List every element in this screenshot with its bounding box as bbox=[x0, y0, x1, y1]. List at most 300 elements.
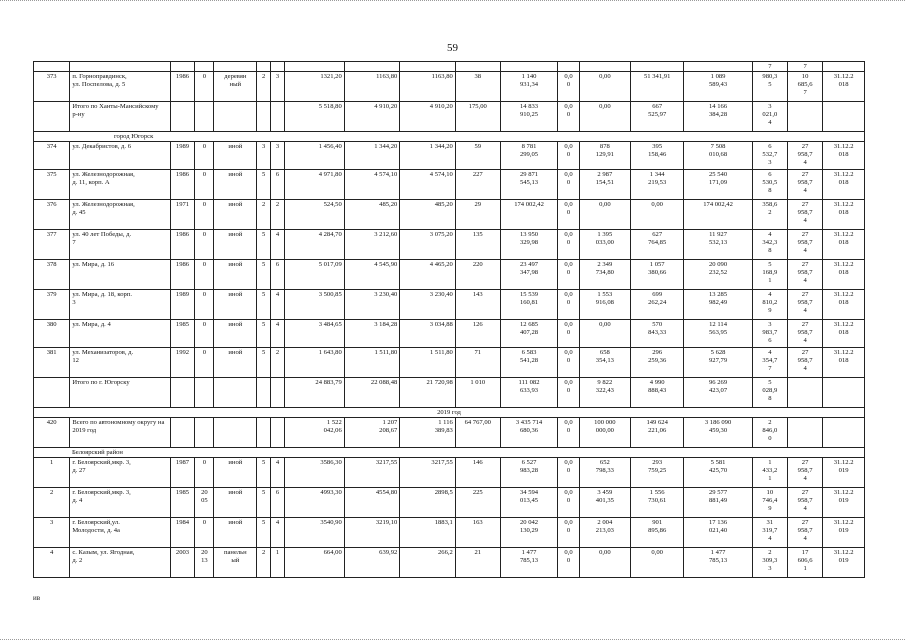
table-cell: 27 958,7 4 bbox=[787, 290, 822, 320]
table-cell: 7 508 010,68 bbox=[684, 142, 752, 170]
table-cell: 4 bbox=[271, 458, 285, 488]
table-cell bbox=[257, 378, 271, 408]
table-cell: иной bbox=[214, 348, 257, 378]
table-cell: 163 bbox=[455, 518, 500, 548]
table-cell: 0,0 0 bbox=[558, 488, 579, 518]
table-cell: 652 798,33 bbox=[579, 458, 630, 488]
table-cell: ул. Декабристов, д. 6 bbox=[70, 142, 170, 170]
table-cell: 2 349 734,80 bbox=[579, 260, 630, 290]
table-cell bbox=[214, 418, 257, 448]
table-row bbox=[34, 548, 865, 578]
table-cell: 27 958,7 4 bbox=[787, 230, 822, 260]
table-cell: 4 910,20 bbox=[344, 102, 400, 132]
table-cell: Итого по г. Югорску bbox=[70, 378, 170, 408]
table-cell: 12 685 407,28 bbox=[500, 320, 558, 348]
table-cell: 0,0 0 bbox=[558, 548, 579, 578]
table-cell: 1986 bbox=[170, 170, 195, 200]
table-cell bbox=[257, 62, 271, 72]
table-cell: 5 bbox=[257, 230, 271, 260]
table-cell: 174 002,42 bbox=[500, 200, 558, 230]
table-row bbox=[34, 378, 865, 408]
table-cell: 4 465,20 bbox=[400, 260, 456, 290]
table-cell bbox=[257, 102, 271, 132]
table-cell: 27 958,7 4 bbox=[787, 170, 822, 200]
table-cell: 3 484,65 bbox=[284, 320, 344, 348]
table-cell: 0,00 bbox=[579, 320, 630, 348]
table-cell bbox=[400, 62, 456, 72]
table-cell: 3540,90 bbox=[284, 518, 344, 548]
table-cell: 1 057 380,66 bbox=[630, 260, 683, 290]
table-cell: ул. Железнодорожная, д. 11, корп. А bbox=[70, 170, 170, 200]
table-cell: 27 958,7 4 bbox=[787, 200, 822, 230]
table-cell bbox=[823, 102, 865, 132]
table-cell: 6 bbox=[271, 488, 285, 518]
table-cell: 6 583 541,28 bbox=[500, 348, 558, 378]
table-cell: 1 643,80 bbox=[284, 348, 344, 378]
table-cell: 3217,55 bbox=[400, 458, 456, 488]
table-cell: 10 685,6 7 bbox=[787, 72, 822, 102]
table-cell: 3 230,40 bbox=[344, 290, 400, 320]
table-cell: 0,0 0 bbox=[558, 200, 579, 230]
table-cell bbox=[271, 418, 285, 448]
table-cell: 4 bbox=[271, 290, 285, 320]
table-cell: 5 581 425,70 bbox=[684, 458, 752, 488]
table-cell: 27 958,7 4 bbox=[787, 320, 822, 348]
table-cell: 111 082 633,93 bbox=[500, 378, 558, 408]
scan-edge-bottom bbox=[0, 634, 905, 640]
table-row bbox=[34, 260, 865, 290]
table-cell: 4 990 888,43 bbox=[630, 378, 683, 408]
table-cell bbox=[257, 418, 271, 448]
table-cell: 5 518,80 bbox=[284, 102, 344, 132]
table-cell: 31.12.2 019 bbox=[823, 488, 865, 518]
table-cell: 12 114 563,95 bbox=[684, 320, 752, 348]
table-cell bbox=[195, 378, 214, 408]
table-cell: 14 833 910,25 bbox=[500, 102, 558, 132]
table-cell: 3 983,7 6 bbox=[752, 320, 787, 348]
table-cell: 5 bbox=[257, 260, 271, 290]
table-cell: 29 871 545,13 bbox=[500, 170, 558, 200]
table-cell: 1989 bbox=[170, 142, 195, 170]
table-cell: 13 285 982,49 bbox=[684, 290, 752, 320]
table-cell: 20 090 232,52 bbox=[684, 260, 752, 290]
table-cell bbox=[823, 418, 865, 448]
table-cell: 135 bbox=[455, 230, 500, 260]
table-cell: 2003 bbox=[170, 548, 195, 578]
table-cell: 1 456,40 bbox=[284, 142, 344, 170]
table-cell: 225 bbox=[455, 488, 500, 518]
table-cell: 220 bbox=[455, 260, 500, 290]
table-cell: 980,3 5 bbox=[752, 72, 787, 102]
table-cell: 1 477 785,13 bbox=[684, 548, 752, 578]
table-cell: 375 bbox=[34, 170, 70, 200]
table-cell bbox=[195, 102, 214, 132]
table-cell: панельн ый bbox=[214, 548, 257, 578]
section-header: город Югорск bbox=[34, 132, 865, 142]
table-cell: 0 bbox=[195, 320, 214, 348]
table-cell: г. Белоярский,мкр. 3, д. 4 bbox=[70, 488, 170, 518]
table-cell bbox=[787, 102, 822, 132]
table-cell bbox=[579, 62, 630, 72]
table-cell: 31.12.2 018 bbox=[823, 142, 865, 170]
table-cell: 380 bbox=[34, 320, 70, 348]
footer-mark: ив bbox=[33, 594, 41, 602]
scan-edge-top bbox=[0, 0, 905, 7]
table-cell: ул. 40 лет Победы, д. 7 bbox=[70, 230, 170, 260]
table-cell: 146 bbox=[455, 458, 500, 488]
table-cell: 2 bbox=[271, 200, 285, 230]
table-cell: 20 042 130,29 bbox=[500, 518, 558, 548]
table-cell: 31.12.2 018 bbox=[823, 260, 865, 290]
table-cell: с. Казым, ул. Ягодная, д. 2 bbox=[70, 548, 170, 578]
table-cell: 3 bbox=[271, 142, 285, 170]
table-cell: 14 166 384,28 bbox=[684, 102, 752, 132]
table-cell: 4554,80 bbox=[344, 488, 400, 518]
table-cell: иной bbox=[214, 518, 257, 548]
table-cell: 639,92 bbox=[344, 548, 400, 578]
table-cell: 1 089 589,43 bbox=[684, 72, 752, 102]
table-row bbox=[34, 458, 865, 488]
table-cell: 485,20 bbox=[344, 200, 400, 230]
table-cell: 21 720,98 bbox=[400, 378, 456, 408]
table-cell: 23 497 347,98 bbox=[500, 260, 558, 290]
table-cell: 0 bbox=[195, 518, 214, 548]
table-cell bbox=[170, 418, 195, 448]
table-cell: 4 574,10 bbox=[400, 170, 456, 200]
table-cell: 34 594 013,45 bbox=[500, 488, 558, 518]
table-cell: 3 021,0 4 bbox=[752, 102, 787, 132]
table-cell: 1 511,80 bbox=[344, 348, 400, 378]
table-cell: г. Белоярский,ул. Молодости, д. 4а bbox=[70, 518, 170, 548]
table-cell bbox=[214, 378, 257, 408]
table-row bbox=[34, 518, 865, 548]
table-cell: 31.12.2 018 bbox=[823, 200, 865, 230]
table-cell: 0,0 0 bbox=[558, 348, 579, 378]
table-cell: 17 606,6 1 bbox=[787, 548, 822, 578]
table-cell: 4 545,90 bbox=[344, 260, 400, 290]
table-cell: 31 319,7 4 bbox=[752, 518, 787, 548]
table-cell: ул. Механизаторов, д. 12 bbox=[70, 348, 170, 378]
table-cell bbox=[271, 378, 285, 408]
table-row bbox=[34, 102, 865, 132]
table-cell: 27 958,7 4 bbox=[787, 458, 822, 488]
table-cell: 1163,80 bbox=[344, 72, 400, 102]
table-cell: 0,0 0 bbox=[558, 458, 579, 488]
table-cell: 0,00 bbox=[630, 548, 683, 578]
table-cell: 0,0 0 bbox=[558, 378, 579, 408]
table-row bbox=[34, 488, 865, 518]
table-cell: 3219,10 bbox=[344, 518, 400, 548]
table-cell: 175,00 bbox=[455, 102, 500, 132]
table-cell: 0,00 bbox=[579, 72, 630, 102]
table-cell: 4 bbox=[271, 320, 285, 348]
table-cell: 1 207 208,67 bbox=[344, 418, 400, 448]
year-header-row bbox=[34, 408, 865, 418]
table-cell bbox=[630, 62, 683, 72]
table-cell: 376 bbox=[34, 200, 70, 230]
table-cell bbox=[214, 62, 257, 72]
table-cell: 174 002,42 bbox=[684, 200, 752, 230]
table-cell: 0 bbox=[195, 170, 214, 200]
table-cell: 31.12.2 019 bbox=[823, 518, 865, 548]
table-cell: 0,0 0 bbox=[558, 518, 579, 548]
table-cell: 100 000 000,00 bbox=[579, 418, 630, 448]
table-cell: 4 284,70 bbox=[284, 230, 344, 260]
table-cell: ул. Мира, д. 4 bbox=[70, 320, 170, 348]
table-row bbox=[34, 200, 865, 230]
table-cell: 485,20 bbox=[400, 200, 456, 230]
table-cell: 1 bbox=[271, 548, 285, 578]
table-cell: 1 010 bbox=[455, 378, 500, 408]
table-cell: 4 354,7 7 bbox=[752, 348, 787, 378]
table-cell: 15 539 160,81 bbox=[500, 290, 558, 320]
table-cell: 17 136 021,40 bbox=[684, 518, 752, 548]
table-cell: 699 262,24 bbox=[630, 290, 683, 320]
table-cell: 1 553 916,08 bbox=[579, 290, 630, 320]
table-cell: 664,00 bbox=[284, 548, 344, 578]
table-cell: 381 bbox=[34, 348, 70, 378]
table-cell: 29 bbox=[455, 200, 500, 230]
table-cell: 31.12.2 018 bbox=[823, 170, 865, 200]
table-cell: 6 527 983,28 bbox=[500, 458, 558, 488]
table-cell: 1986 bbox=[170, 260, 195, 290]
table-cell: 31.12.2 018 bbox=[823, 320, 865, 348]
table-cell bbox=[34, 102, 70, 132]
table-cell: 20 13 bbox=[195, 548, 214, 578]
table-cell: 24 883,79 bbox=[284, 378, 344, 408]
table-cell: 0 bbox=[195, 348, 214, 378]
table-cell: 570 843,33 bbox=[630, 320, 683, 348]
table-cell: 1 477 785,13 bbox=[500, 548, 558, 578]
table-cell: 7 bbox=[752, 62, 787, 72]
table-cell bbox=[170, 378, 195, 408]
table-cell: 1 344,20 bbox=[344, 142, 400, 170]
table-cell: 2 846,0 0 bbox=[752, 418, 787, 448]
table-cell: 31.12.2 019 bbox=[823, 458, 865, 488]
table-cell: ул. Мира, д. 18, корп. 3 bbox=[70, 290, 170, 320]
table-cell: 31.12.2 018 bbox=[823, 290, 865, 320]
table-cell: 0 bbox=[195, 200, 214, 230]
table-cell: п. Горноправдинск, ул. Поспелова, д. 5 bbox=[70, 72, 170, 102]
table-cell: 3 435 714 680,36 bbox=[500, 418, 558, 448]
table-cell: 31.12.2 018 bbox=[823, 230, 865, 260]
table-cell: 4 342,3 8 bbox=[752, 230, 787, 260]
table-cell: 901 895,86 bbox=[630, 518, 683, 548]
table-cell: 1 bbox=[34, 458, 70, 488]
table-cell: 0,0 0 bbox=[558, 320, 579, 348]
table-cell bbox=[70, 62, 170, 72]
table-cell: 96 269 423,07 bbox=[684, 378, 752, 408]
table-cell: 0,0 0 bbox=[558, 418, 579, 448]
table-cell: иной bbox=[214, 230, 257, 260]
table-cell: 5 bbox=[257, 170, 271, 200]
section-header-row bbox=[34, 448, 865, 458]
table-cell: 4 bbox=[34, 548, 70, 578]
table-row bbox=[34, 348, 865, 378]
table-cell: 667 525,97 bbox=[630, 102, 683, 132]
table-cell bbox=[558, 62, 579, 72]
table-cell: 25 540 171,09 bbox=[684, 170, 752, 200]
table-cell: иной bbox=[214, 260, 257, 290]
table-row bbox=[34, 290, 865, 320]
table-row bbox=[34, 62, 865, 72]
table-cell: 0,00 bbox=[630, 200, 683, 230]
table-cell: 373 bbox=[34, 72, 70, 102]
table-cell: 0 bbox=[195, 458, 214, 488]
table-cell: 1987 bbox=[170, 458, 195, 488]
table-cell: 3 075,20 bbox=[400, 230, 456, 260]
table-cell: 3 034,88 bbox=[400, 320, 456, 348]
table-cell: 2 bbox=[257, 72, 271, 102]
table-cell: 0,0 0 bbox=[558, 102, 579, 132]
table-cell bbox=[271, 102, 285, 132]
table-cell: иной bbox=[214, 200, 257, 230]
table-cell: 1985 bbox=[170, 488, 195, 518]
table-cell: 126 bbox=[455, 320, 500, 348]
table-cell: 5 028,9 8 bbox=[752, 378, 787, 408]
table-cell: 627 764,85 bbox=[630, 230, 683, 260]
table-cell: 0 bbox=[195, 230, 214, 260]
table-cell: 31.12.2 018 bbox=[823, 72, 865, 102]
table-cell: ул. Мира, д. 16 bbox=[70, 260, 170, 290]
table-cell: Всего по автономному округу на 2019 год bbox=[70, 418, 170, 448]
table-cell: 1163,80 bbox=[400, 72, 456, 102]
table-cell bbox=[34, 62, 70, 72]
section-header: Белоярский район bbox=[34, 448, 865, 458]
table-cell bbox=[500, 62, 558, 72]
table-cell: 2898,5 bbox=[400, 488, 456, 518]
table-cell: 0,00 bbox=[579, 548, 630, 578]
table-cell: 0 bbox=[195, 142, 214, 170]
table-cell: 0,0 0 bbox=[558, 142, 579, 170]
table-cell: 358,6 2 bbox=[752, 200, 787, 230]
table-cell bbox=[195, 62, 214, 72]
table-cell: 227 bbox=[455, 170, 500, 200]
table-cell: 1 433,2 1 bbox=[752, 458, 787, 488]
table-cell: 4 bbox=[271, 230, 285, 260]
table-cell: 2 bbox=[257, 548, 271, 578]
table-cell bbox=[284, 62, 344, 72]
table-cell: 27 958,7 4 bbox=[787, 518, 822, 548]
housing-register-table bbox=[33, 61, 865, 578]
table-cell: 27 958,7 4 bbox=[787, 142, 822, 170]
table-cell: 420 bbox=[34, 418, 70, 448]
table-cell: 658 354,13 bbox=[579, 348, 630, 378]
table-cell: 2 004 213,03 bbox=[579, 518, 630, 548]
table-cell: 3 bbox=[271, 72, 285, 102]
table-cell: 13 950 329,98 bbox=[500, 230, 558, 260]
table-row bbox=[34, 320, 865, 348]
table-cell bbox=[823, 62, 865, 72]
table-cell: 4 574,10 bbox=[344, 170, 400, 200]
table-cell: 2 309,3 3 bbox=[752, 548, 787, 578]
table-cell: ул. Железнодорожная, д. 45 bbox=[70, 200, 170, 230]
table-cell bbox=[455, 62, 500, 72]
table-cell: 395 158,46 bbox=[630, 142, 683, 170]
table-cell: 3 500,85 bbox=[284, 290, 344, 320]
table-cell: 1 511,80 bbox=[400, 348, 456, 378]
table-cell bbox=[684, 62, 752, 72]
table-cell: иной bbox=[214, 320, 257, 348]
table-cell: 4 bbox=[271, 518, 285, 548]
table-cell: 7 bbox=[787, 62, 822, 72]
table-row bbox=[34, 170, 865, 200]
table-row bbox=[34, 142, 865, 170]
table-cell: 0,00 bbox=[579, 200, 630, 230]
table-cell: 6 bbox=[271, 260, 285, 290]
table-cell: 0,0 0 bbox=[558, 72, 579, 102]
table-cell bbox=[34, 378, 70, 408]
table-cell: 9 822 322,43 bbox=[579, 378, 630, 408]
table-cell: 2 bbox=[271, 348, 285, 378]
table-cell: 3 230,40 bbox=[400, 290, 456, 320]
table-cell: 1 344,20 bbox=[400, 142, 456, 170]
table-cell: 0 bbox=[195, 260, 214, 290]
table-cell: иной bbox=[214, 290, 257, 320]
table-cell bbox=[214, 102, 257, 132]
table-cell: 6 bbox=[271, 170, 285, 200]
table-cell: 3 212,60 bbox=[344, 230, 400, 260]
table-cell: 64 767,00 bbox=[455, 418, 500, 448]
table-cell: 374 bbox=[34, 142, 70, 170]
table-cell: 4 910,20 bbox=[400, 102, 456, 132]
table-cell: иной bbox=[214, 170, 257, 200]
table-cell: 1971 bbox=[170, 200, 195, 230]
table-cell: 71 bbox=[455, 348, 500, 378]
table-cell: 1 116 389,83 bbox=[400, 418, 456, 448]
table-cell: 59 bbox=[455, 142, 500, 170]
table-cell: иной bbox=[214, 488, 257, 518]
table-cell bbox=[271, 62, 285, 72]
table-cell: 296 259,36 bbox=[630, 348, 683, 378]
table-cell bbox=[823, 378, 865, 408]
table-cell: 143 bbox=[455, 290, 500, 320]
table-cell: 293 759,25 bbox=[630, 458, 683, 488]
table-cell: 0,0 0 bbox=[558, 230, 579, 260]
table-cell: 3217,55 bbox=[344, 458, 400, 488]
table-cell: 31.12.2 018 bbox=[823, 348, 865, 378]
table-cell: иной bbox=[214, 142, 257, 170]
table-cell: 1 522 042,06 bbox=[284, 418, 344, 448]
table-cell: 0,00 bbox=[579, 102, 630, 132]
section-header-row bbox=[34, 132, 865, 142]
table-cell: 5 017,09 bbox=[284, 260, 344, 290]
table-cell: 1 395 033,00 bbox=[579, 230, 630, 260]
year-header: 2019 год bbox=[34, 408, 865, 418]
table-cell: 11 927 532,13 bbox=[684, 230, 752, 260]
table-cell: 8 781 299,05 bbox=[500, 142, 558, 170]
table-cell: 4 971,80 bbox=[284, 170, 344, 200]
table-cell bbox=[787, 378, 822, 408]
table-cell: 379 bbox=[34, 290, 70, 320]
table-cell: 20 05 bbox=[195, 488, 214, 518]
table-cell: 4 810,2 9 bbox=[752, 290, 787, 320]
table-cell: 27 958,7 4 bbox=[787, 260, 822, 290]
table-cell: 377 bbox=[34, 230, 70, 260]
table-cell: 0 bbox=[195, 290, 214, 320]
table-cell: 1 556 730,61 bbox=[630, 488, 683, 518]
table-cell: 5 bbox=[257, 290, 271, 320]
table-cell: 149 624 221,06 bbox=[630, 418, 683, 448]
table-cell bbox=[195, 418, 214, 448]
table-cell: г. Белоярский,мкр. 3, д. 27 bbox=[70, 458, 170, 488]
table-cell: деревян ный bbox=[214, 72, 257, 102]
table-cell: 878 129,91 bbox=[579, 142, 630, 170]
table-cell: 51 341,91 bbox=[630, 72, 683, 102]
table-row bbox=[34, 72, 865, 102]
table-cell: 3 bbox=[257, 142, 271, 170]
table-cell: 1 140 931,34 bbox=[500, 72, 558, 102]
